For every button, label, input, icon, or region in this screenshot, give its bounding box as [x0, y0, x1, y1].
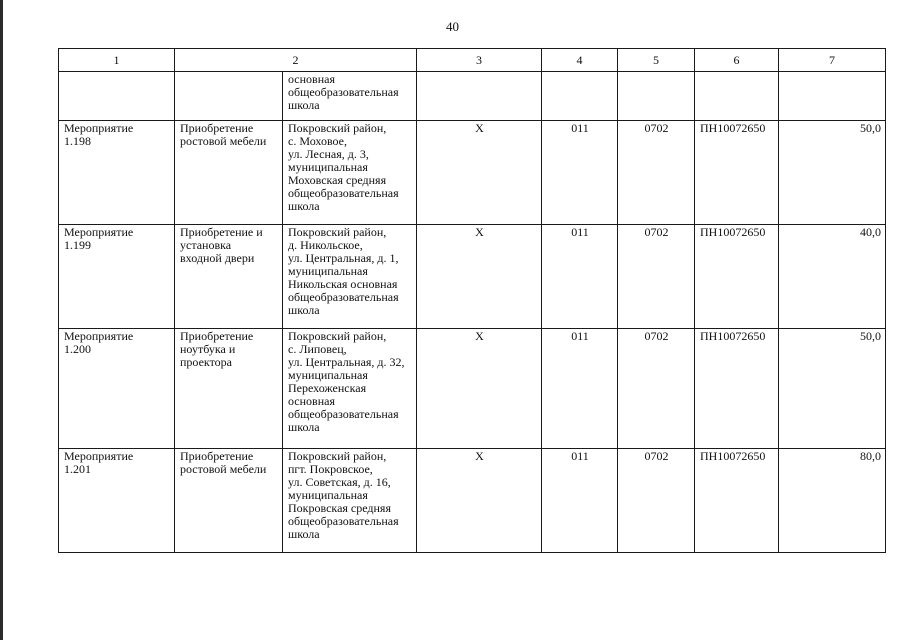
name-line: Приобретение и	[180, 225, 263, 239]
event-number: 1.201	[64, 462, 91, 476]
header-col-4: 4	[542, 49, 618, 72]
col3-cell	[417, 72, 542, 121]
address-cell	[283, 72, 417, 121]
address-line: школа	[288, 98, 320, 112]
address-line: школа	[288, 527, 320, 541]
col6-cell: ПН10072650	[695, 225, 779, 329]
col7-cell: 80,0	[779, 449, 886, 553]
address-cell	[283, 449, 417, 553]
address-line: Покровский район,	[288, 121, 387, 135]
name-line: Приобретение	[180, 329, 254, 343]
event-label: Мероприятие	[64, 449, 134, 463]
name-cell	[175, 225, 283, 329]
col5-cell: 0702	[618, 121, 695, 225]
address-line: муниципальная	[288, 264, 368, 278]
header-col-2: 2	[175, 49, 417, 72]
name-line: ростовой мебели	[180, 462, 267, 476]
event-number: 1.198	[64, 134, 91, 148]
col6-cell	[695, 72, 779, 121]
name-line: проектора	[180, 355, 232, 369]
header-col-6: 6	[695, 49, 779, 72]
name-cell	[175, 449, 283, 553]
address-line: школа	[288, 303, 320, 317]
col4-cell: 011	[542, 225, 618, 329]
address-line: общеобразовательная	[288, 290, 399, 304]
address-line: общеобразовательная	[288, 186, 399, 200]
address-line: школа	[288, 420, 320, 434]
header-col-1: 1	[59, 49, 175, 72]
event-cell	[59, 72, 175, 121]
name-line: ноутбука и	[180, 342, 236, 356]
col3-cell: X	[417, 329, 542, 449]
address-cell	[283, 329, 417, 449]
event-label: Мероприятие	[64, 121, 134, 135]
col3-cell: X	[417, 225, 542, 329]
event-number: 1.200	[64, 342, 91, 356]
address-line: муниципальная	[288, 160, 368, 174]
col5-cell: 0702	[618, 449, 695, 553]
col4-cell	[542, 72, 618, 121]
scan-edge-shadow	[0, 0, 3, 640]
address-line: Моховская средняя	[288, 173, 387, 187]
address-line: Покровская средняя	[288, 501, 391, 515]
address-line: д. Никольское,	[288, 238, 363, 252]
budget-activities-table	[58, 48, 886, 553]
col3-cell: X	[417, 449, 542, 553]
header-col-3: 3	[417, 49, 542, 72]
address-line: ул. Центральная, д. 1,	[288, 251, 399, 265]
col5-cell	[618, 72, 695, 121]
address-line: Перехоженская	[288, 381, 367, 395]
address-line: школа	[288, 199, 320, 213]
address-line: основная	[288, 394, 335, 408]
header-col-7: 7	[779, 49, 886, 72]
header-col-5: 5	[618, 49, 695, 72]
table-row	[59, 225, 886, 329]
name-cell	[175, 329, 283, 449]
col7-cell: 40,0	[779, 225, 886, 329]
col4-cell: 011	[542, 329, 618, 449]
table-row	[59, 449, 886, 553]
col7-cell	[779, 72, 886, 121]
name-cell	[175, 72, 283, 121]
header-row	[59, 49, 886, 72]
address-line: муниципальная	[288, 488, 368, 502]
col5-cell: 0702	[618, 225, 695, 329]
page-number: 40	[446, 19, 459, 34]
address-cell	[283, 225, 417, 329]
address-line: с. Моховое,	[288, 134, 347, 148]
col3-cell: X	[417, 121, 542, 225]
event-label: Мероприятие	[64, 225, 134, 239]
col6-cell: ПН10072650	[695, 329, 779, 449]
name-line: установка	[180, 238, 232, 252]
col5-cell: 0702	[618, 329, 695, 449]
address-line: основная	[288, 72, 335, 86]
col6-cell: ПН10072650	[695, 449, 779, 553]
address-line: Никольская основная	[288, 277, 398, 291]
name-line: входной двери	[180, 251, 255, 265]
event-cell	[59, 449, 175, 553]
address-line: муниципальная	[288, 368, 368, 382]
name-line: ростовой мебели	[180, 134, 267, 148]
address-line: с. Липовец,	[288, 342, 347, 356]
col4-cell: 011	[542, 121, 618, 225]
col7-cell: 50,0	[779, 121, 886, 225]
address-line: ул. Советская, д. 16,	[288, 475, 391, 489]
col7-cell: 50,0	[779, 329, 886, 449]
address-cell	[283, 121, 417, 225]
continuation-row	[59, 72, 886, 121]
col4-cell: 011	[542, 449, 618, 553]
col6-cell: ПН10072650	[695, 121, 779, 225]
event-number: 1.199	[64, 238, 91, 252]
event-label: Мероприятие	[64, 329, 134, 343]
address-line: общеобразовательная	[288, 85, 399, 99]
table-row	[59, 121, 886, 225]
event-cell	[59, 329, 175, 449]
event-cell	[59, 225, 175, 329]
table-row	[59, 329, 886, 449]
address-line: пгт. Покровское,	[288, 462, 373, 476]
name-cell	[175, 121, 283, 225]
address-line: ул. Центральная, д. 32,	[288, 355, 405, 369]
address-line: Покровский район,	[288, 329, 387, 343]
address-line: ул. Лесная, д. 3,	[288, 147, 369, 161]
name-line: Приобретение	[180, 449, 254, 463]
address-line: Покровский район,	[288, 225, 387, 239]
address-line: Покровский район,	[288, 449, 387, 463]
name-line: Приобретение	[180, 121, 254, 135]
address-line: общеобразовательная	[288, 514, 399, 528]
address-line: общеобразовательная	[288, 407, 399, 421]
event-cell	[59, 121, 175, 225]
